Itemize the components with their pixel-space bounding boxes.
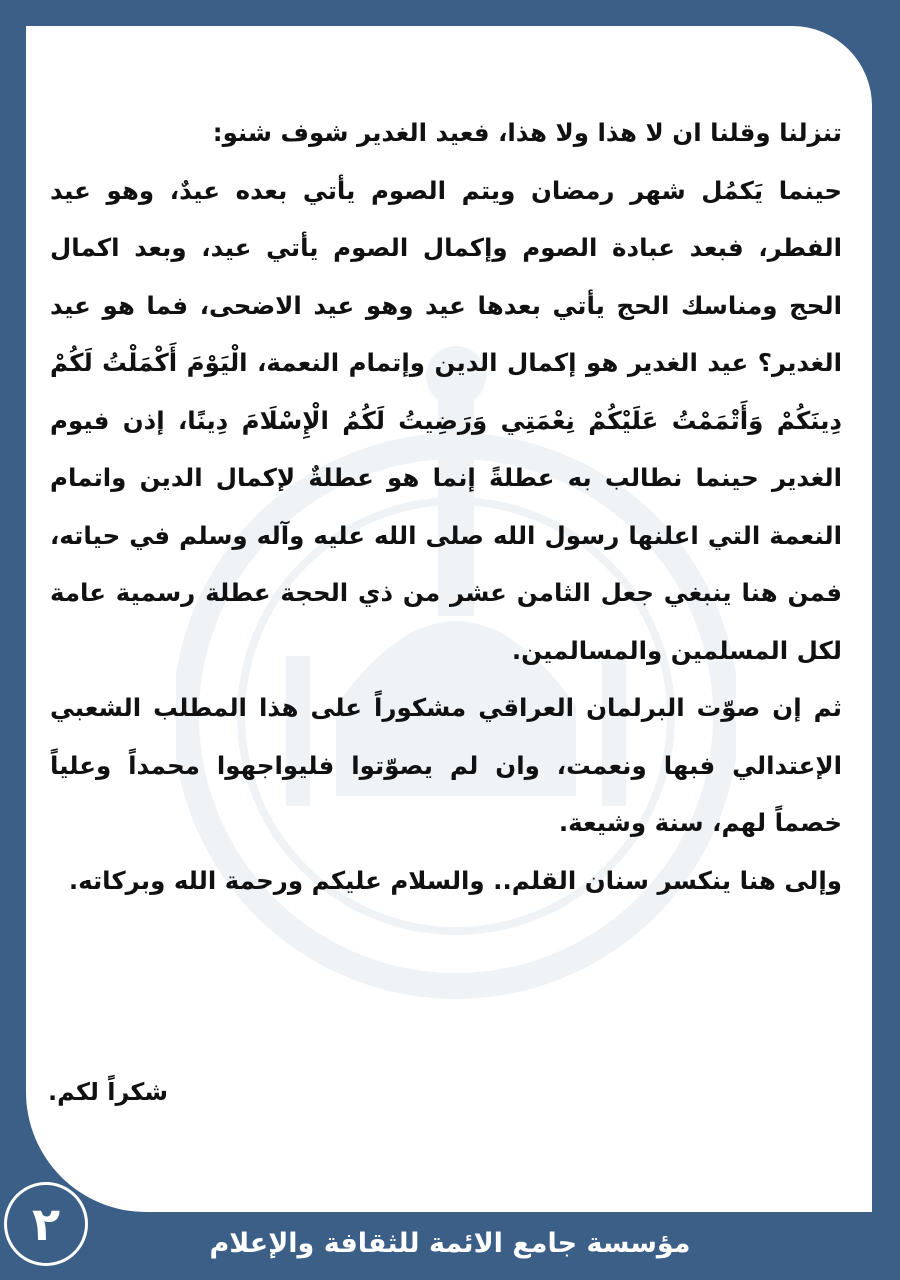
thanks-note: شكراً لكم. [48, 1078, 168, 1106]
paragraph-parliament: ثم إن صوّت البرلمان العراقي مشكوراً على هذا المطلب الشعبي الإعتدالي فبها ونعمت، وان لم يصوّتوا فليواجهوا محمداً وعلياً خصماً لهم، سنة وشيعة. [50, 693, 842, 837]
page-number-badge: ٢ [4, 1182, 88, 1266]
paragraph-eid-ghadir: حينما يَكمُل شهر رمضان ويتم الصوم يأتي بعده عيدٌ، وهو عيد الفطر، فبعد عبادة الصوم وإكمال الصوم يأتي عيد، وبعد اكمال الحج ومناسك الحج يأتي بعدها عيد وهو عيد الاضحى، فما هو عيد الغدير؟ عيد الغدير هو إكمال الدين وإتمام النعمة، الْيَوْمَ أَكْمَلْتُ لَكُمْ دِينَكُمْ وَأَتْمَمْتُ عَلَيْكُمْ نِعْمَتِي وَرَضِيتُ لَكُمُ الْإِسْلَامَ دِينًا، إذن فيوم الغدير حينما نطالب به عطلةً إنما هو عطلةٌ لإكمال الدين واتمام النعمة التي اعلنها رسول الله صلى الله عليه وآله وسلم في حياته، فمن هنا ينبغي جعل الثامن عشر من ذي الحجة عطلة رسمية عامة لكل المسلمين والمسالمين. [50, 175, 842, 665]
article-body [50, 104, 842, 909]
document-page [26, 26, 872, 1212]
paragraph-closing: وإلى هنا ينكسر سنان القلم.. والسلام عليكم ورحمة الله وبركاته. [68, 865, 842, 895]
paragraph-intro: تنزلنا وقلنا ان لا هذا ولا هذا، فعيد الغدير شوف شنو: [212, 118, 842, 147]
footer-organization-title: مؤسسة جامع الائمة للثقافة والإعلام [209, 1228, 691, 1259]
